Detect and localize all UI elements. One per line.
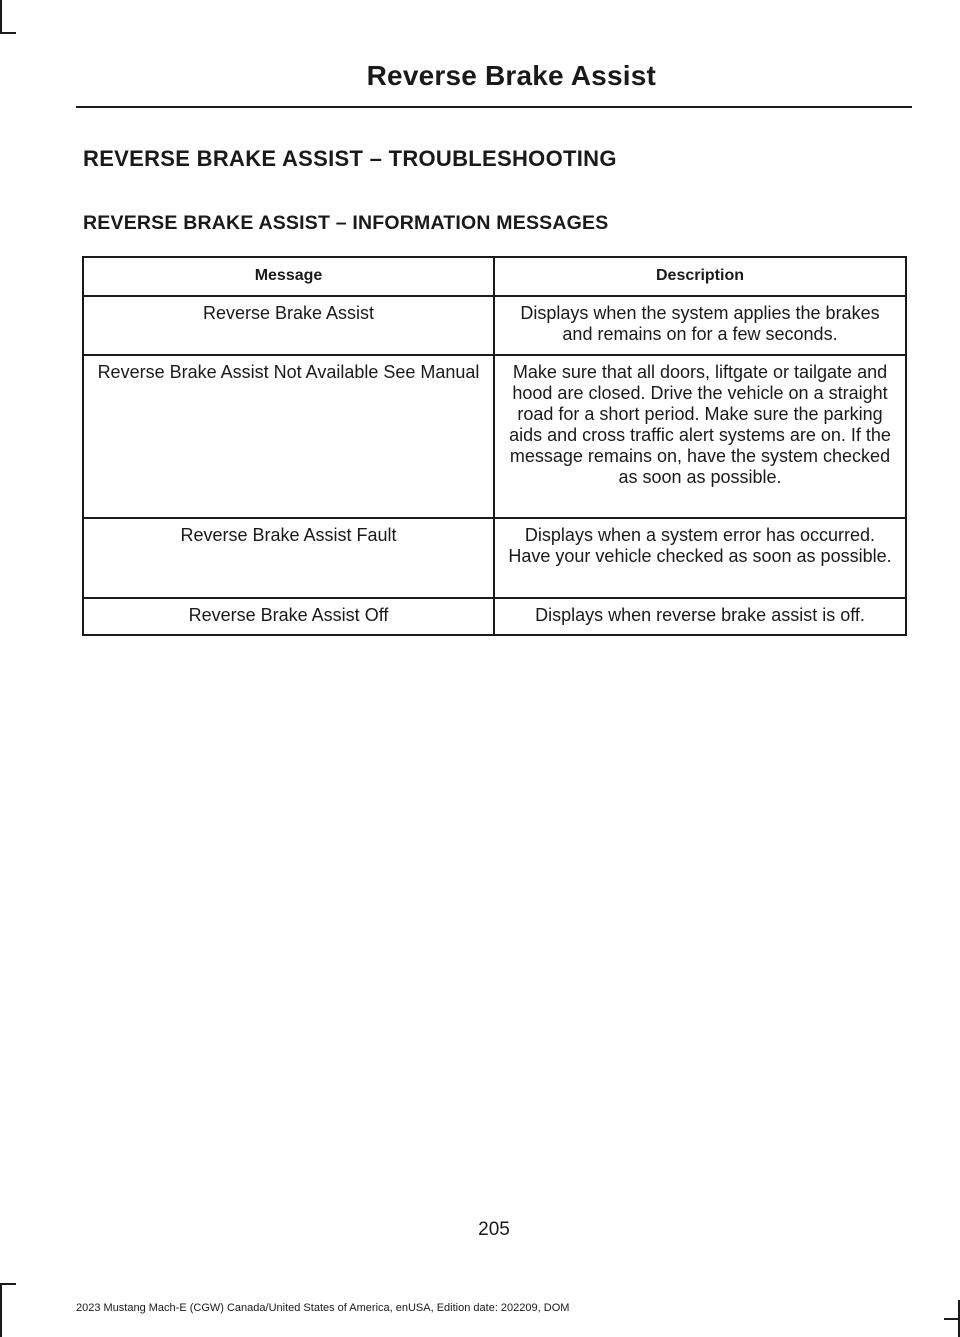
column-header-description: Description <box>494 257 906 296</box>
header-divider <box>76 106 912 108</box>
table-row <box>83 355 906 518</box>
running-head: Reverse Brake Assist <box>366 60 656 91</box>
crop-mark <box>0 0 2 34</box>
crop-mark <box>944 1318 960 1320</box>
message-cell: Reverse Brake Assist Fault <box>83 518 494 598</box>
page-number: 205 <box>478 1219 510 1240</box>
section-title: REVERSE BRAKE ASSIST – TROUBLESHOOTING <box>83 146 617 171</box>
message-cell: Reverse Brake Assist Not Available See Manual <box>83 355 494 518</box>
subsection-title: REVERSE BRAKE ASSIST – INFORMATION MESSAGES <box>83 212 609 234</box>
message-cell: Reverse Brake Assist Off <box>83 598 494 635</box>
footer-edition-info: 2023 Mustang Mach-E (CGW) Canada/United States of America, enUSA, Edition date: 202209, DOM <box>76 1302 570 1314</box>
description-cell: Displays when reverse brake assist is off. <box>494 598 906 635</box>
message-cell: Reverse Brake Assist <box>83 296 494 355</box>
messages-table <box>82 256 907 636</box>
table-row <box>83 598 906 635</box>
crop-mark <box>0 1283 2 1337</box>
crop-mark <box>0 32 16 34</box>
table-row <box>83 518 906 598</box>
table-header-row <box>83 257 906 296</box>
crop-mark <box>0 1283 16 1285</box>
description-cell: Make sure that all doors, liftgate or tailgate and hood are closed. Drive the vehicle on a straight road for a short period. Make sure the parking aids and cross traffic alert systems are on. If the message remains on, have the system checked as soon as possible. <box>494 355 906 518</box>
description-cell: Displays when a system error has occurred. Have your vehicle checked as soon as possible. <box>494 518 906 598</box>
table-row <box>83 296 906 355</box>
column-header-message: Message <box>83 257 494 296</box>
description-cell: Displays when the system applies the brakes and remains on for a few seconds. <box>494 296 906 355</box>
